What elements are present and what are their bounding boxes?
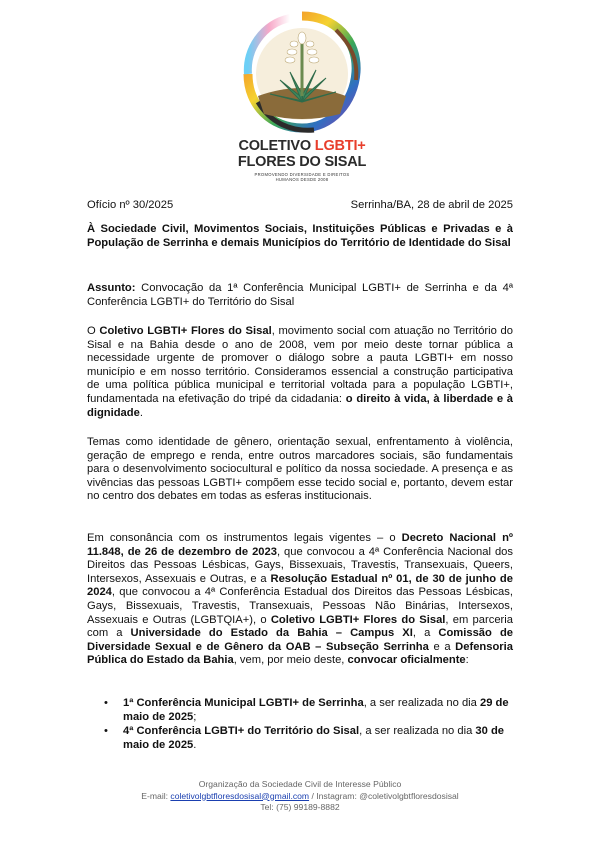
conf-territorial-end: . xyxy=(193,738,197,751)
p3-bold-defensoria: Defensoria Pública do Estado da Bahia xyxy=(87,640,513,667)
p3-text-6: e a xyxy=(428,640,456,653)
p1-bold-org: Coletivo LGBTI+ Flores do Sisal xyxy=(99,325,272,337)
p3-text-4: , em parceria com a xyxy=(87,613,513,640)
footer xyxy=(0,779,600,814)
footer-contact-line xyxy=(0,791,600,803)
recipient-text: À Sociedade Civil, Movimentos Sociais, Instituições Públicas e Privadas e à População de Serrinha e demais Municípios do Território de Identidade do Sisal xyxy=(87,223,513,249)
p3-text-3: , que convocou a 4ª Conferência Estadual dos Direitos das Pessoas Lésbicas, Gays, Bissexuais, Travestis, Transexuais, Pessoas Não Binárias, Intersexos, Assexuais e Outras (LGBTQIA+), o xyxy=(87,586,513,626)
instagram-text: / Instagram: @coletivolgbtfloresdosisal xyxy=(309,790,459,801)
p3-text-5: , a xyxy=(412,627,439,640)
paragraph-legal xyxy=(87,532,513,668)
subject-text: Convocação da 1ª Conferência Municipal LGBTI+ de Serrinha e da 4ª Conferência LGBTI+ do Território do Sisal xyxy=(87,282,513,308)
paragraph-themes: Temas como identidade de gênero, orientação sexual, enfrentamento à violência, geração de emprego e renda, entre outros marcadores sociais, são fundamentais para o desenvolvimento sociocultural e político da nossa sociedade. A presença e as vivências das pessoas LGBTI+ compõem esse tecido social e, portanto, devem estar no centro dos debates em todas as esferas institucionais. xyxy=(87,436,513,503)
list-item xyxy=(87,725,513,752)
sisal-flower-emblem-icon xyxy=(240,10,364,138)
p3-text-7: , vem, por meio deste, xyxy=(233,654,348,667)
conf-municipal-date: 29 de maio de 2025 xyxy=(123,697,509,723)
p3-text-8: : xyxy=(465,654,469,667)
conf-municipal-end: ; xyxy=(193,710,197,723)
conf-territorial-title: 4ª Conferência LGBTI+ do Território do Sisal xyxy=(123,725,360,738)
logo-title-line2: FLORES DO SISAL xyxy=(237,154,367,170)
p1-bold-rights: o direito à vida, à liberdade e à dignidade xyxy=(87,392,513,419)
p3-bold-university: Universidade do Estado da Bahia – Campus XI xyxy=(130,627,413,640)
subject-label: Assunto: xyxy=(87,282,136,294)
p3-bold-oab: Comissão de Diversidade Sexual e de Gênero da OAB – Subseção Serrinha xyxy=(87,627,514,653)
p3-bold-org: Coletivo LGBTI+ Flores do Sisal xyxy=(270,613,446,626)
coletivo-logo xyxy=(228,10,376,185)
logo-tagline-line1: PROMOVENDO DIVERSIDADE E DIREITOS xyxy=(254,172,350,177)
footer-phone: Tel: (75) 99189-8882 xyxy=(260,802,340,812)
p3-bold-decree: Decreto Nacional nº 11.848, de 26 de dezembro de 2023 xyxy=(87,532,513,558)
p3-text-2: , que convocou a 4ª Conferência Nacional dos Direitos das Pessoas Lésbicas, Gays, Bissexuais, Travestis, Transexuais, Queers, Intersexos, Assexuais e Outras, e a xyxy=(87,545,514,585)
footer-org-line: Organização da Sociedade Civil de Interesse Público xyxy=(198,779,402,789)
p1-text-3: . xyxy=(139,406,143,419)
recipient-block xyxy=(87,223,513,250)
bullet-icon: • xyxy=(104,697,108,709)
logo-title-line1: COLETIVO LGBTI+ xyxy=(238,138,366,154)
p1-text-2: , movimento social com atuação no Território do Sisal e na Bahia desde o ano de 2008, vem por meio deste tornar pública a necessidade urgente de promover o diálogo sobre a pauta LGBTI+ em nosso município e em nosso território. Consideramos essencial a construção participativa de uma política pública municipal e territorial voltada para a população LGBTI+, fundamentada na efetivação do tripé da cidadania: xyxy=(87,325,513,405)
logo-tagline-line2: HUMANOS DESDE 2008 xyxy=(275,177,329,182)
p1-text-1: O xyxy=(87,325,100,337)
conf-territorial-date: 30 de maio de 2025 xyxy=(123,725,505,751)
bullet-icon: • xyxy=(104,725,108,738)
p3-bold-convocar: convocar oficialmente xyxy=(347,654,466,667)
paragraph-intro xyxy=(87,325,513,420)
p3-bold-resolution: Resolução Estadual nº 01, de 30 de junho de 2024 xyxy=(87,572,513,599)
place-date: Serrinha/BA, 28 de abril de 2025 xyxy=(350,199,513,211)
email-label: E-mail: xyxy=(141,790,171,801)
p3-text-1: Em consonância com os instrumentos legais vigentes – o xyxy=(87,532,402,544)
convocation-list xyxy=(87,697,513,753)
list-item xyxy=(87,697,513,724)
oficio-number: Ofício nº 30/2025 xyxy=(87,199,174,211)
conf-municipal-text: , a ser realizada no dia xyxy=(363,697,480,709)
email-link[interactable]: coletivolgbtfloresdosisal@gmail.com xyxy=(170,790,310,801)
subject-block xyxy=(87,282,513,309)
conf-municipal-title: 1ª Conferência Municipal LGBTI+ de Serrinha xyxy=(123,697,364,709)
conf-territorial-text: , a ser realizada no dia xyxy=(359,725,476,738)
